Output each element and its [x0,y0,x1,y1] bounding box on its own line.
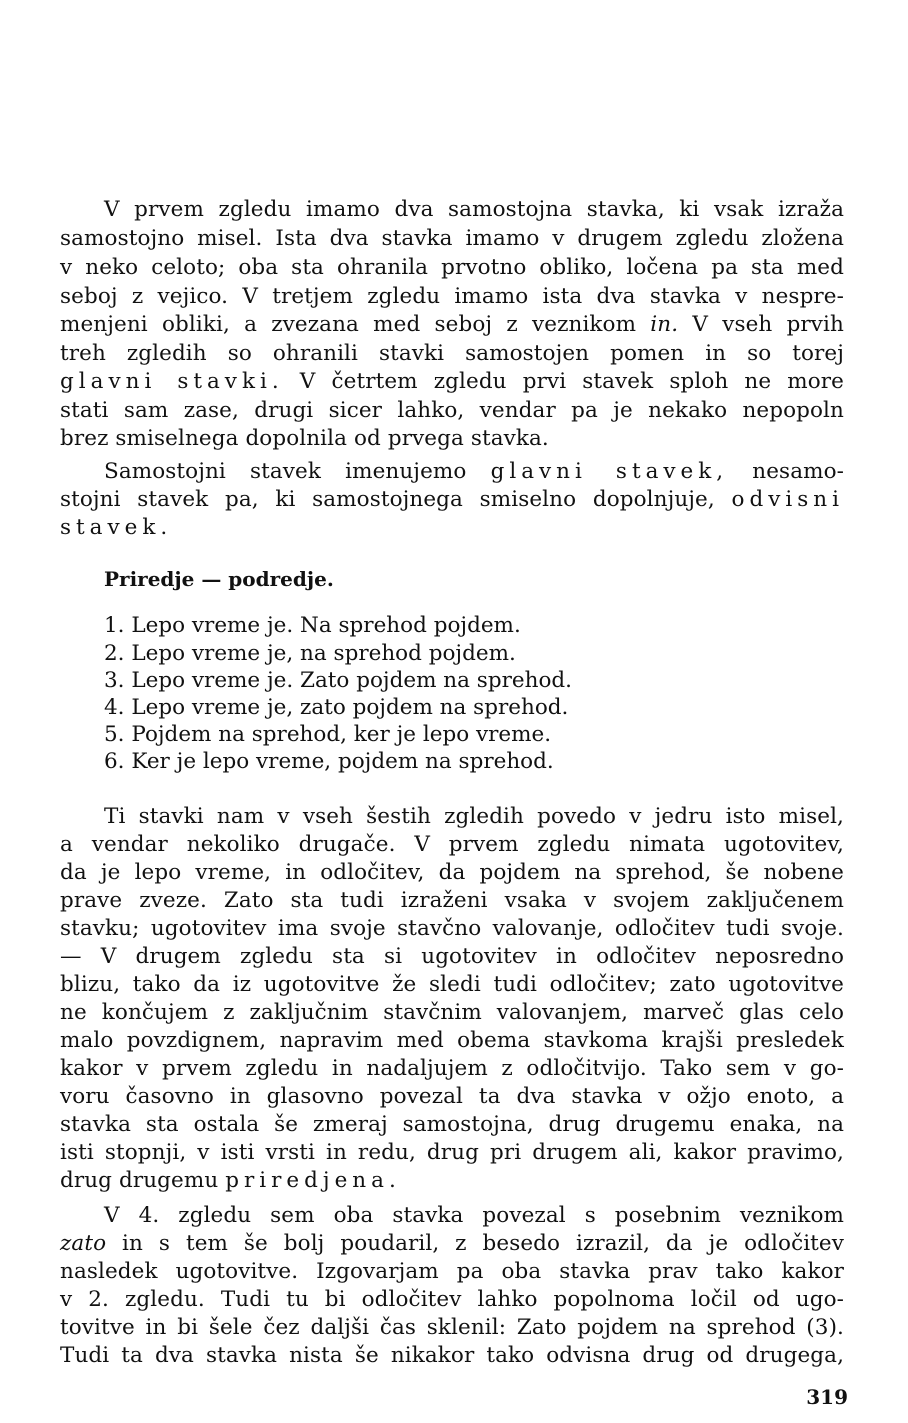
text-run: stojni stavek pa, ki samostojnega smiselno dopolnjuje, [60,487,732,512]
text-line: ne končujem z zaključnim stavčnim valovanjem, marveč glas celo [60,1000,844,1025]
page-number: 319 [806,1385,848,1409]
list-item: 5. Pojdem na sprehod, ker je lepo vreme. [104,722,552,747]
text-line: — V drugem zgledu sta si ugotovitev in odločitev neposredno [60,944,844,969]
text-run: nesamo- [728,459,845,484]
text-run: in s tem še bolj poudaril, z besedo izrazil, da je odločitev [106,1231,844,1256]
text-line: v neko celoto; oba sta ohranila prvotno obliko, ločena pa sta med [60,255,844,280]
text-line [60,514,844,541]
spaced-term: odvisni [731,487,844,512]
text-line: brez smiselnega dopolnila od prvega stavka. [60,426,549,451]
text-line [104,458,844,485]
text-line: a vendar nekoliko drugače. V prvem zgledu nimata ugotovitev, [60,832,844,857]
spaced-term: glavni stavek, [490,459,729,484]
text-line: samostojno misel. Ista dva stavka imamo v drugem zgledu zložena [60,226,844,251]
text-line: stati sam zase, drugi sicer lahko, vendar pa je nekako nepopoln [60,398,844,423]
spaced-term: priredjena. [225,1168,401,1193]
text-line: tovitve in bi šele čez daljši čas sklenil: Zato pojdem na sprehod (3). [60,1315,844,1340]
italic-word: zato [60,1231,107,1256]
text-line: stavku; ugotovitev ima svoje stavčno valovanje, odločitev tudi svoje. [60,916,844,941]
list-item: 2. Lepo vreme je, na sprehod pojdem. [104,641,516,666]
list-item: 3. Lepo vreme je. Zato pojdem na sprehod. [104,668,572,693]
section-heading: Priredje — podredje. [104,567,334,591]
text-line: malo povzdignem, napravim med obema stavkoma krajši presledek [60,1028,844,1053]
text-line: prave zveze. Zato sta tudi izraženi vsaka v svojem zaključenem [60,888,844,913]
text-line [60,368,844,395]
text-line [60,1167,844,1194]
text-line [60,486,844,513]
text-run: Samostojni stavek imenujemo [104,459,491,484]
italic-word: in. [650,312,679,337]
text-line: da je lepo vreme, in odločitev, da pojdem na sprehod, še nobene [60,860,844,885]
spaced-term: stavek. [60,515,173,540]
text-line [60,1230,844,1257]
text-line: blizu, tako da iz ugotovitve že sledi tudi odločitev; zato ugotovitve [60,972,844,997]
text-line: Ti stavki nam v vseh šestih zgledih povedo v jedru isto misel, [104,804,844,829]
text-run: V četrtem zgledu prvi stavek sploh ne more [283,369,844,394]
list-item: 4. Lepo vreme je, zato pojdem na sprehod. [104,695,569,720]
text-line [60,311,844,338]
text-run: drug drugemu [60,1168,226,1193]
list-item: 1. Lepo vreme je. Na sprehod pojdem. [104,613,521,638]
text-run: V vseh prvih [678,312,844,337]
text-line: kakor v prvem zgledu in nadaljujem z odločitvijo. Tako sem v go- [60,1056,844,1081]
text-line: voru časovno in glasovno povezal ta dva stavka v ožjo enoto, a [60,1084,844,1109]
text-line: Tudi ta dva stavka nista še nikakor tako odvisna drug od drugega, [60,1343,844,1368]
text-line: v 2. zgledu. Tudi tu bi odločitev lahko popolnoma ločil od ugo- [60,1287,844,1312]
text-run: menjeni obliki, a zvezana med seboj z veznikom [60,312,651,337]
text-line: isti stopnji, v isti vrsti in redu, drug pri drugem ali, kakor pravimo, [60,1140,844,1165]
spaced-term: glavni stavki. [60,369,284,394]
text-line: stavka sta ostala še zmeraj samostojna, drug drugemu enaka, na [60,1112,844,1137]
list-item: 6. Ker je lepo vreme, pojdem na sprehod. [104,749,554,774]
text-line: seboj z vejico. V tretjem zgledu imamo ista dva stavka v nespre- [60,284,844,309]
text-line: nasledek ugotovitve. Izgovarjam pa oba stavka prav tako kakor [60,1259,844,1284]
text-line: V prvem zgledu imamo dva samostojna stavka, ki vsak izraža [104,197,844,222]
text-line: treh zgledih so ohranili stavki samostojen pomen in so torej [60,341,844,366]
text-line: V 4. zgledu sem oba stavka povezal s posebnim veznikom [104,1203,844,1228]
